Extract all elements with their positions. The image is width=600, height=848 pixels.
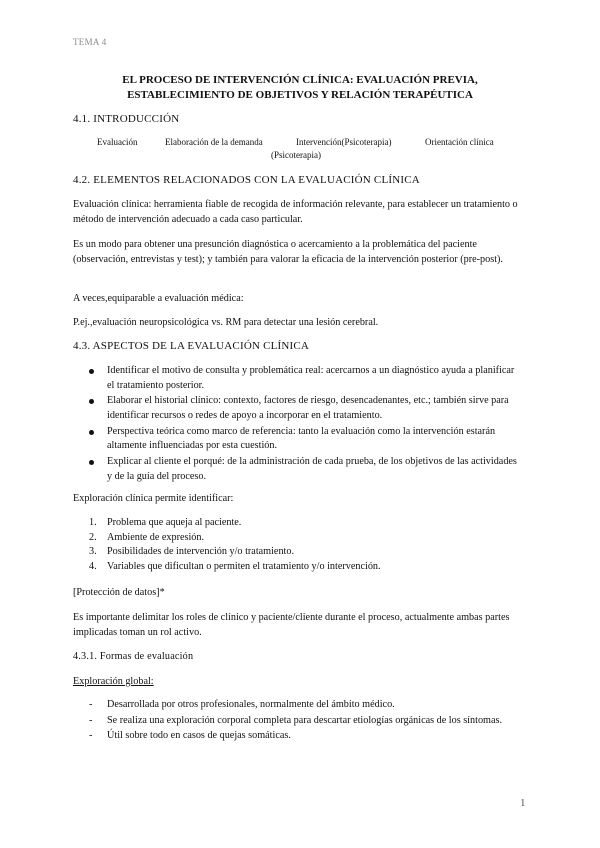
list-item: 1. Problema que aqueja al paciente. bbox=[89, 517, 242, 528]
list-item: Perspectiva teórica como marco de referencia: tanto la evaluación como la intervención estarán altamente influenciadas por esta cuestión. bbox=[73, 425, 523, 454]
bullet-icon bbox=[89, 460, 94, 465]
list-item: 4. Variables que dificultan o permiten el tratamiento y/o intervención. bbox=[89, 560, 381, 572]
list-item: Explicar al cliente el porqué: de la administración de cada prueba, de los objetivos de las actividades y de la guía del proceso. bbox=[73, 455, 523, 484]
list-item: - Desarrollada por otros profesionales, normalmente del ámbito médico. bbox=[89, 699, 395, 710]
flow-step-orientacion: Orientación clínica bbox=[425, 137, 494, 147]
section-heading-4-3-1: 4.3.1. Formas de evaluación bbox=[73, 651, 194, 662]
section-heading-4-1: 4.1. INTRODUCCIÓN bbox=[73, 113, 180, 125]
bullet-icon bbox=[89, 369, 94, 374]
paragraph-example: P.ej.,evaluación neuropsicológica vs. RM para detectar una lesión cerebral. bbox=[73, 317, 379, 328]
section-heading-4-3: 4.3. ASPECTOS DE LA EVALUACIÓN CLÍNICA bbox=[73, 340, 310, 352]
list-item: Identificar el motivo de consulta y problemática real: acercarnos a un diagnóstico ayuda a planificar el tratamiento posterior. bbox=[73, 364, 523, 393]
paragraph-definition: Evaluación clínica: herramienta fiable de recogida de información relevante, para establecer un tratamiento o método de intervención adecuado a cada caso particular. bbox=[73, 199, 518, 225]
title-line-1: EL PROCESO DE INTERVENCIÓN CLÍNICA: EVALUACIÓN PREVIA, bbox=[122, 74, 478, 86]
aspects-list bbox=[73, 364, 523, 486]
paragraph-purpose: Es un modo para obtener una presunción diagnóstica o acercamiento a la problemática del paciente (observación, entrevistas y test); y también para valorar la eficacia de la intervención posterior (pre-post). bbox=[73, 239, 503, 265]
exploration-list bbox=[73, 516, 523, 574]
list-item: - Útil sobre todo en casos de quejas somáticas. bbox=[89, 730, 291, 742]
flow-step-demanda: Elaboración de la demanda bbox=[165, 137, 263, 147]
flow-step-intervencion: Intervención(Psicoterapia) bbox=[296, 137, 392, 147]
flow-step-intervencion-sub: (Psicoterapia) bbox=[271, 150, 321, 160]
document-title bbox=[73, 73, 527, 102]
global-exploration-list bbox=[73, 698, 523, 745]
flow-step-evaluacion: Evaluación bbox=[97, 137, 138, 147]
paragraph-exploration: Exploración clínica permite identificar: bbox=[73, 493, 234, 504]
subheading-global-exploration: Exploración global: bbox=[73, 676, 154, 687]
list-item: 2. Ambiente de expresión. bbox=[89, 531, 205, 543]
bullet-icon bbox=[89, 399, 94, 404]
section-heading-4-2: 4.2. ELEMENTOS RELACIONADOS CON LA EVALUACIÓN CLÍNICA bbox=[73, 174, 420, 186]
paragraph-roles: Es importante delimitar los roles de clínico y paciente/cliente durante el proceso, actualmente ambas partes implicadas toman un rol activo. bbox=[73, 612, 510, 638]
bullet-icon bbox=[89, 430, 94, 435]
page-number: 1 bbox=[520, 797, 526, 809]
list-item: - Se realiza una exploración corporal completa para descartar etiologías orgánicas de los síntomas. bbox=[89, 714, 502, 726]
paragraph-data-protection: [Protección de datos]* bbox=[73, 587, 165, 598]
list-item: 3. Posibilidades de intervención y/o tratamiento. bbox=[89, 546, 295, 558]
list-item: Elaborar el historial clínico: contexto, factores de riesgo, desencadenantes, etc.; también sirve para identificar recursos o redes de apoyo a incorporar en el tratamiento. bbox=[73, 394, 523, 423]
running-header: TEMA 4 bbox=[73, 37, 107, 47]
title-line-2: ESTABLECIMIENTO DE OBJETIVOS Y RELACIÓN TERAPÉUTICA bbox=[127, 88, 473, 101]
paragraph-medical: A veces,equiparable a evaluación médica: bbox=[73, 293, 244, 304]
